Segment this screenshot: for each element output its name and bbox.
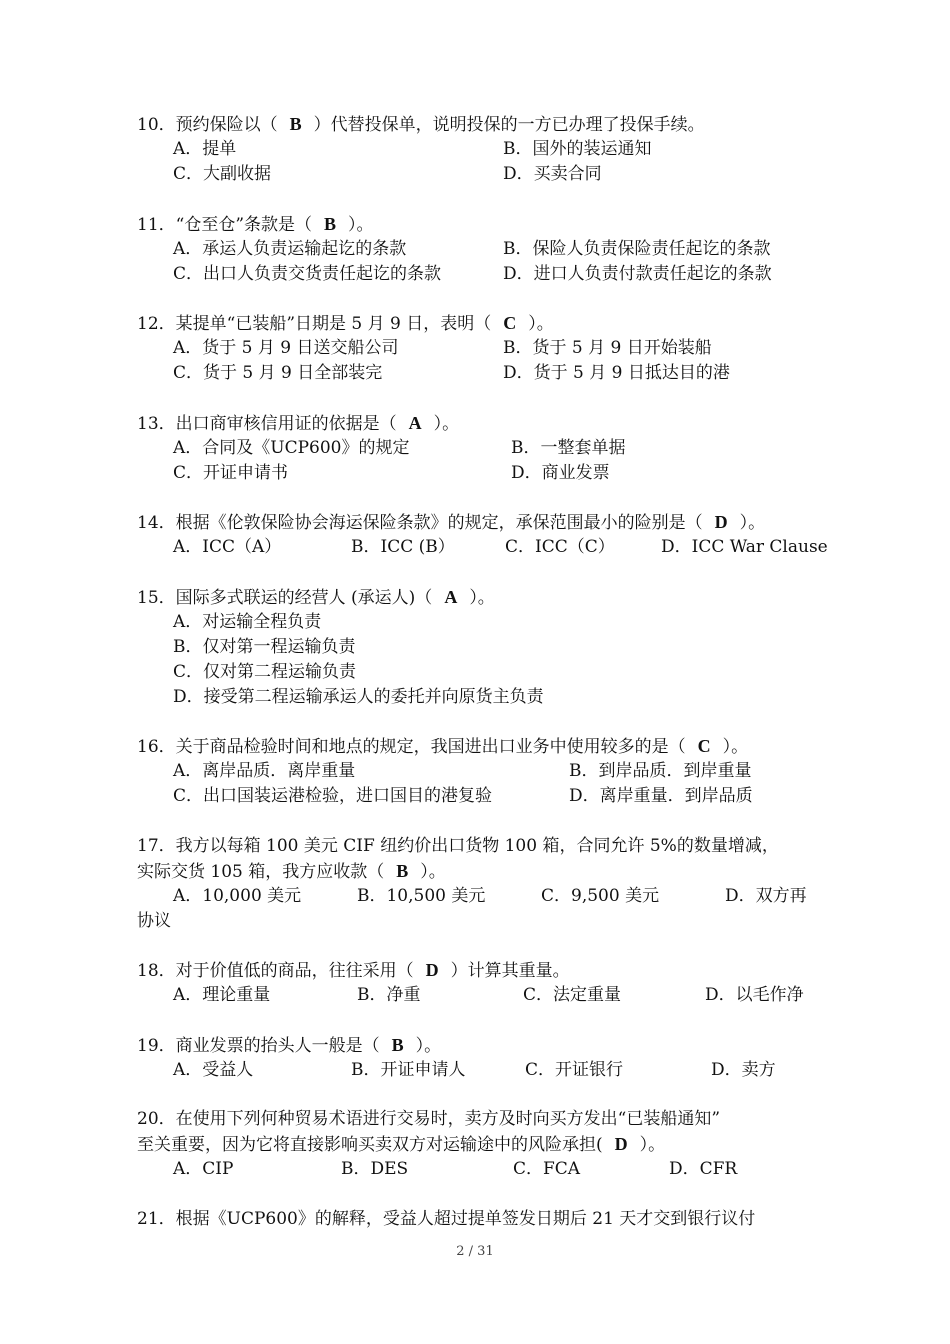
- question-stem: 19．商业发票的抬头人一般是（ B ）。: [137, 1034, 442, 1056]
- question-17: [137, 834, 827, 934]
- option-c: C．ICC（C）: [505, 537, 615, 557]
- option-a: A．10,000 美元: [173, 885, 302, 906]
- question-stem: 11．“仓至仓”条款是（ B ）。: [137, 213, 374, 235]
- answer-key: B: [391, 1034, 404, 1055]
- answer-key: D: [714, 512, 728, 532]
- option-b: B．DES: [341, 1159, 409, 1179]
- option-d: D．以毛作净: [705, 985, 804, 1005]
- question-13: [137, 411, 827, 486]
- option-row: [137, 361, 827, 386]
- option-c: C．9,500 美元: [541, 885, 660, 906]
- option-row: [137, 1058, 827, 1083]
- option-b: B．保险人负责保险责任起讫的条款: [503, 238, 771, 259]
- answer-key: D: [614, 1134, 628, 1154]
- question-11: [137, 212, 827, 287]
- question-stem-line: 17．我方以每箱 100 美元 CIF 纽约价出口货物 100 箱，合同允许 5%的数量增减，: [137, 835, 779, 856]
- question-19: [137, 1033, 827, 1083]
- question-16: [137, 734, 827, 809]
- option-row: [137, 137, 827, 162]
- option-d: D．买卖合同: [503, 164, 602, 184]
- option-c: C．开证银行: [525, 1059, 624, 1080]
- option-a: A．承运人负责运输起讫的条款: [173, 238, 407, 259]
- option-a: A．提单: [173, 139, 237, 159]
- question-20: [137, 1107, 827, 1182]
- answer-key: A: [444, 586, 458, 607]
- option-c: C．法定重量: [523, 985, 622, 1005]
- option-c: C．开证申请书: [173, 462, 289, 483]
- question-list: [137, 112, 827, 1256]
- option-row: [137, 884, 827, 909]
- option-d: D．CFR: [669, 1159, 738, 1179]
- option-d: D．卖方: [711, 1059, 776, 1080]
- option-b: B．国外的装运通知: [503, 139, 652, 159]
- option-row: [137, 784, 827, 809]
- question-21: [137, 1207, 827, 1232]
- option-b: B．到岸品质．到岸重量: [569, 761, 752, 781]
- option-row: [137, 436, 827, 461]
- question-stem-line: 20．在使用下列何种贸易术语进行交易时，卖方及时向买方发出“已装船通知”: [137, 1109, 721, 1129]
- option-b: B．净重: [357, 985, 421, 1005]
- option-b: B．货于 5 月 9 日开始装船: [503, 338, 712, 358]
- answer-key: B: [289, 114, 302, 134]
- option-row: [137, 461, 827, 486]
- answer-key: B: [324, 213, 337, 234]
- answer-key: B: [396, 860, 409, 881]
- option-a: A．受益人: [173, 1059, 254, 1080]
- option-c: C．出口人负责交货责任起讫的条款: [173, 263, 442, 284]
- answer-key: C: [697, 736, 711, 756]
- option-d: D．接受第二程运输承运人的委托并向原货主负责: [173, 686, 544, 707]
- question-stem: 18．对于价值低的商品，往往采用（ D ）计算其重量。: [137, 960, 570, 981]
- question-stem: 12．某提单“已装船”日期是 5 月 9 日，表明（ C ）。: [137, 313, 554, 334]
- question-15: [137, 585, 827, 710]
- option-d: D．双方再: [725, 885, 807, 906]
- option-a: A．ICC（A）: [173, 537, 282, 557]
- question-14: [137, 510, 827, 560]
- option-c: C．货于 5 月 9 日全部装完: [173, 363, 383, 383]
- page-number: 2 / 31: [456, 1244, 494, 1259]
- option-row: [137, 237, 827, 262]
- option-b: B．10,500 美元: [357, 885, 486, 906]
- option-a: A．理论重量: [173, 985, 271, 1005]
- option-b: B．仅对第一程运输负责: [173, 636, 356, 657]
- option-d: D．商业发票: [511, 462, 610, 483]
- option-b: B．开证申请人: [351, 1059, 466, 1080]
- option-d-wrap: 协议: [137, 910, 171, 931]
- question-stem: 实际交货 105 箱，我方应收款（ B ）。: [137, 860, 446, 882]
- option-row: [137, 983, 827, 1008]
- option-a: A．离岸品质．离岸重量: [173, 761, 356, 781]
- question-stem: 14．根据《伦敦保险协会海运保险条款》的规定，承保范围最小的险别是（ D ）。: [137, 512, 766, 533]
- option-a: A．货于 5 月 9 日送交船公司: [173, 338, 399, 358]
- option-b: B．一整套单据: [511, 437, 626, 458]
- option-c: C．仅对第二程运输负责: [173, 661, 357, 682]
- question-12: [137, 311, 827, 386]
- answer-key: C: [503, 313, 517, 333]
- question-18: [137, 958, 827, 1008]
- option-a: A．对运输全程负责: [173, 611, 322, 632]
- option-d: D．ICC War Clause: [661, 537, 828, 557]
- option-d: D．货于 5 月 9 日抵达目的港: [503, 363, 730, 383]
- option-b: B．ICC (B）: [351, 537, 455, 557]
- option-row: [137, 535, 827, 560]
- answer-key: A: [408, 412, 422, 433]
- option-row: [137, 759, 827, 784]
- option-c: C．大副收据: [173, 164, 272, 184]
- answer-key: D: [425, 960, 439, 980]
- question-stem: 至关重要，因为它将直接影响买卖双方对运输途中的风险承担( D ）。: [137, 1134, 666, 1155]
- question-stem: 10．预约保险以（ B ）代替投保单，说明投保的一方已办理了投保手续。: [137, 114, 705, 135]
- option-a: A．合同及《UCP600》的规定: [173, 437, 410, 458]
- option-row: [137, 1157, 827, 1182]
- option-row: [137, 262, 827, 287]
- option-row: [137, 162, 827, 187]
- option-d: D．进口人负责付款责任起讫的条款: [503, 263, 772, 284]
- question-stem-line: 21．根据《UCP600》的解释，受益人超过提单签发日期后 21 天才交到银行议付: [137, 1208, 756, 1229]
- option-a: A．CIP: [173, 1159, 234, 1179]
- question-stem: 15．国际多式联运的经营人 (承运人)（ A ）。: [137, 586, 495, 608]
- option-d: D．离岸重量．到岸品质: [569, 786, 753, 806]
- option-c: C．出口国装运港检验，进口国目的港复验: [173, 786, 493, 806]
- question-stem: 16．关于商品检验时间和地点的规定，我国进出口业务中使用较多的是（ C ）。: [137, 736, 749, 757]
- option-row: [137, 336, 827, 361]
- option-c: C．FCA: [513, 1159, 581, 1179]
- question-10: [137, 112, 827, 187]
- question-stem: 13．出口商审核信用证的依据是（ A ）。: [137, 412, 460, 434]
